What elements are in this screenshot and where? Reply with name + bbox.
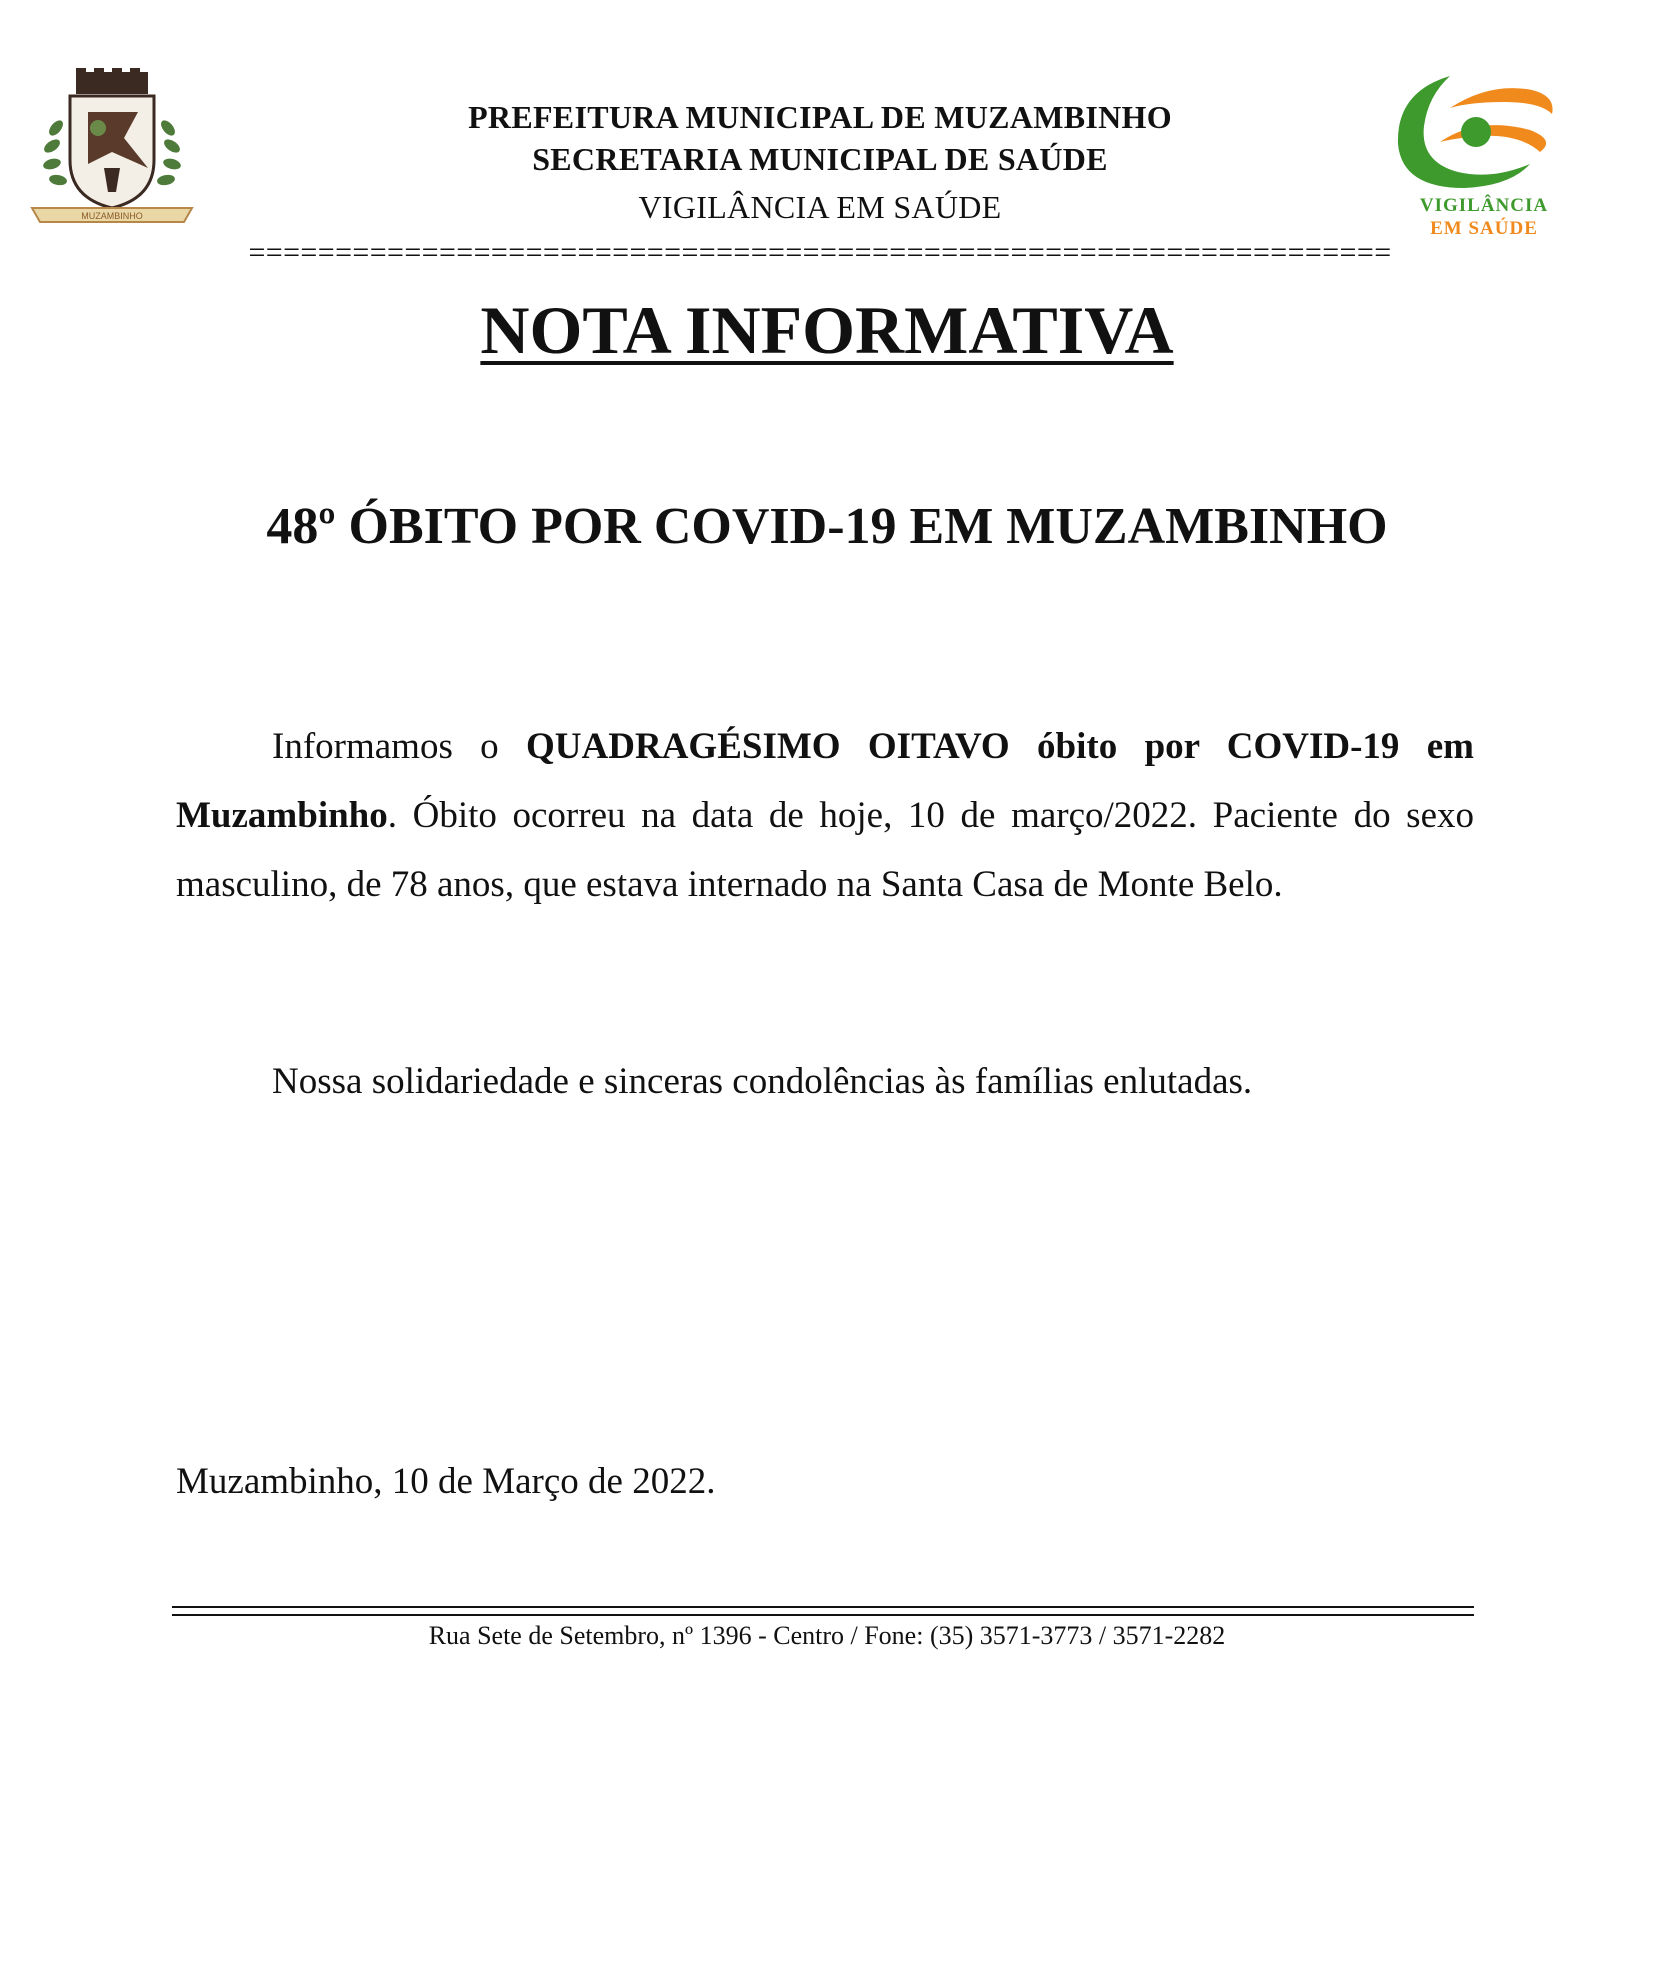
footer-address: Rua Sete de Setembro, nº 1396 - Centro / Fone: (35) 3571-3773 / 3571-2282 xyxy=(428,1621,1226,1650)
header-prefeitura: PREFEITURA MUNICIPAL DE MUZAMBINHO xyxy=(468,99,1172,135)
paragraph-rest: . Óbito ocorreu na data de hoje, 10 de março/2022. Paciente do sexo masculino, de 78 anos, que estava internado na Santa Casa de Monte Belo. xyxy=(176,795,1474,905)
footer-divider xyxy=(172,1606,1474,1616)
paragraph-lead: Informamos o xyxy=(272,726,527,767)
paragraph-bold: QUADRAGÉSIMO OITAVO óbito por COVID-19 em Muzambinho xyxy=(176,726,1474,836)
body-paragraph xyxy=(176,712,1474,919)
condolences-text: Nossa solidariedade e sinceras condolências às famílias enlutadas. xyxy=(272,1061,1253,1102)
logo-text-line2: EM SAÚDE xyxy=(1430,218,1538,238)
page-title xyxy=(0,290,1654,370)
svg-text:MUZAMBINHO: MUZAMBINHO xyxy=(81,211,143,221)
vigilancia-saude-logo xyxy=(1380,68,1570,238)
header-vigilancia: VIGILÂNCIA EM SAÚDE xyxy=(638,189,1002,225)
date-line: Muzambinho, 10 de Março de 2022. xyxy=(176,1461,716,1502)
municipal-crest-icon xyxy=(28,68,196,228)
page-title-text: NOTA INFORMATIVA xyxy=(480,292,1174,368)
header-secretaria: SECRETARIA MUNICIPAL DE SAÚDE xyxy=(532,141,1108,177)
logo-text-line1: VIGILÂNCIA xyxy=(1419,195,1549,216)
letterhead xyxy=(240,96,1400,228)
page-subtitle: 48º ÓBITO POR COVID-19 EM MUZAMBINHO xyxy=(266,498,1388,555)
header-divider: ================================================================== xyxy=(248,238,1392,268)
